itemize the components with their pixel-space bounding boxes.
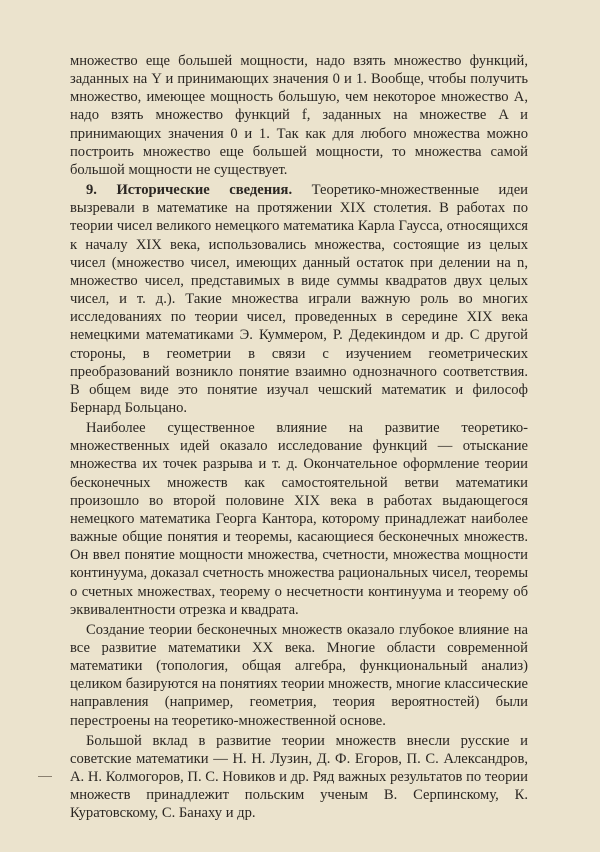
paragraph-influence <box>70 621 528 730</box>
page-edge-mark <box>38 776 52 777</box>
paragraph-text: Создание теории бесконечных множеств оказало глубокое влияние на все развитие математики XX века. Многие области современной математики (топология, общая алгебра, функциональный анализ) целиком базируются на понятиях теории множеств, многие классические направления (например, геометрия, теория вероятностей) были перестроены на теоретико-множественной основе. <box>70 621 528 729</box>
paragraph-text: Теоретико-множественные идеи вызревали в математике на протяжении XIX столетия. В работах по теории чисел великого немецкого математика Карла Гаусса, относящихся к началу XIX века, использовались множества, состоящие из целых чисел (множество чисел, имеющих данный остаток при делении на n, множество чисел, представимых в виде суммы квадратов двух целых чисел, и т. д.). Такие множества играли важную роль во многих исследованиях по теории чисел, проведенных в середине XIX века немецкими математиками Э. Куммером, Р. Дедекиндом и др. С другой стороны, в геометрии в связи с изучением геометрических преобразований возникло понятие взаимно однозначного соответствия. В общем виде это понятие изучал чешский математик и философ Бернард Больцано. <box>70 182 528 416</box>
paragraph-cantor <box>70 419 528 619</box>
paragraph-continuation <box>70 52 528 179</box>
paragraph-text: множество еще большей мощности, надо взять множество функций, заданных на Y и принимающих значения 0 и 1. Вообще, чтобы получить множество, имеющее мощность большую, чем некоторое множество A, надо взять множество функций f, заданных на множестве A и принимающих значения 0 и 1. Так как для любого множества можно построить множество еще большей мощности, то множества самой большой мощности не существует. <box>70 53 528 178</box>
paragraph-contributors <box>70 732 528 823</box>
paragraph-historical-notes <box>70 181 528 417</box>
paragraph-text: Наиболее существенное влияние на развитие теоретико-множественных идей оказало исследование функций — отыскание множества их точек разрыва и т. д. Окончательное оформление теории бесконечных множеств как самостоятельной ветви математики произошло во второй половине XIX века в работах выдающегося немецкого математика Георга Кантора, которому принадлежат наиболее важные общие понятия и теоремы, касающиеся бесконечных множеств. Он ввел понятие мощности множества, счетности, множества мощности континуума, доказал счетность множества рациональных чисел, теоремы о счетных множествах, теорему о несчетности континуума и теорему об эквивалентности отрезка и квадрата. <box>70 420 528 618</box>
paragraph-text: Большой вклад в развитие теории множеств внесли русские и советские математики — Н. Н. Лузин, Д. Ф. Егоров, П. С. Александров, А. Н. Колмогоров, П. С. Новиков и др. Ряд важных результатов по теории множеств принадлежит польским ученым В. Серпинскому, К. Куратовскому, С. Банаху и др. <box>70 732 528 822</box>
section-heading: 9. Исторические сведения. <box>86 182 293 199</box>
